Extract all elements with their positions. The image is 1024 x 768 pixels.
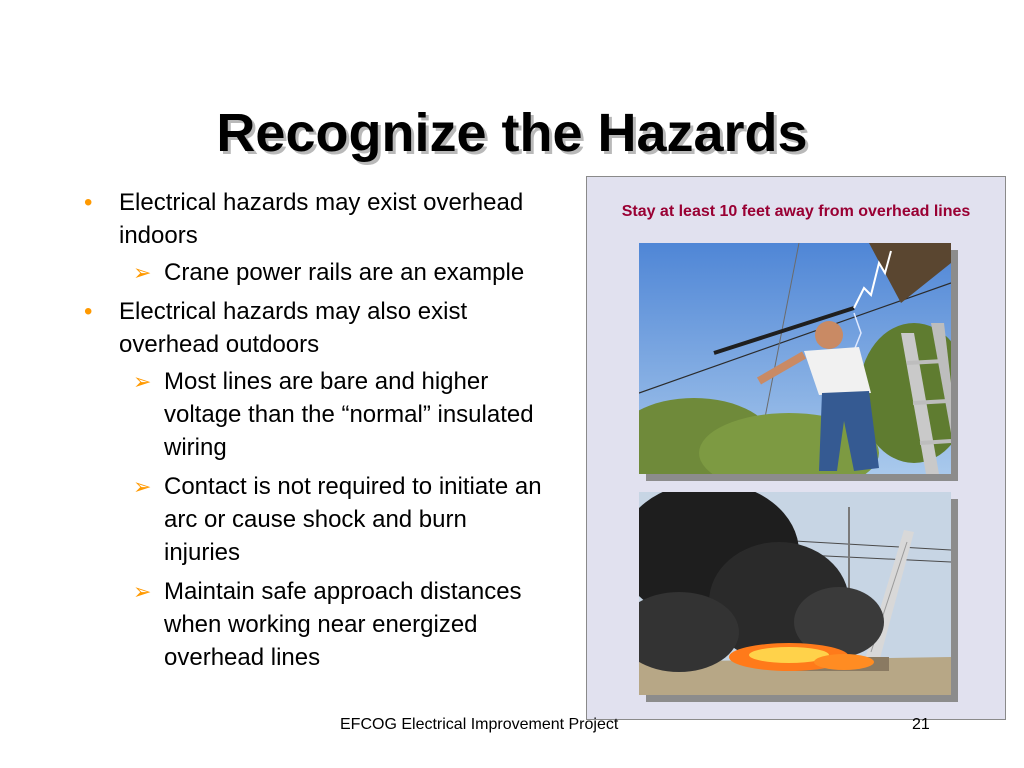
sub-bullet-item <box>119 575 544 674</box>
arrowhead-icon <box>133 575 151 608</box>
photo-worker-on-ladder <box>639 243 951 474</box>
bullet-item <box>84 295 544 674</box>
bullet-text: Electrical hazards may exist overhead indoors <box>119 189 524 249</box>
worker-arc-illustration <box>639 243 951 474</box>
sub-bullet-item <box>119 470 544 569</box>
photo-crane-fire <box>639 492 951 695</box>
sub-bullet-item <box>119 256 544 289</box>
sub-bullet-text: Contact is not required to initiate an arc or cause shock and burn injuries <box>164 473 542 566</box>
image-caption: Stay at least 10 feet away from overhead lines <box>621 203 971 220</box>
bullet-list <box>84 186 544 680</box>
bullet-item <box>84 186 544 289</box>
slide-title: Recognize the Hazards <box>216 103 808 163</box>
page-number: 21 <box>912 716 930 733</box>
sub-bullet-list <box>119 256 544 289</box>
sub-bullet-text: Most lines are bare and higher voltage than the “normal” insulated wiring <box>164 368 534 461</box>
sub-bullet-text: Crane power rails are an example <box>164 259 525 286</box>
arrowhead-icon <box>133 256 151 289</box>
image-panel <box>586 176 1006 720</box>
sub-bullet-text: Maintain safe approach distances when working near energized overhead lines <box>164 578 522 671</box>
slide-footer: EFCOG Electrical Improvement Project <box>340 716 619 733</box>
bullet-dot-icon <box>84 186 92 219</box>
arrowhead-icon <box>133 470 151 503</box>
bullet-dot-icon <box>84 295 92 328</box>
arrowhead-icon <box>133 365 151 398</box>
crane-fire-illustration <box>639 492 951 695</box>
sub-bullet-list <box>119 365 544 674</box>
bullet-text: Electrical hazards may also exist overhead outdoors <box>119 298 468 358</box>
sub-bullet-item <box>119 365 544 464</box>
